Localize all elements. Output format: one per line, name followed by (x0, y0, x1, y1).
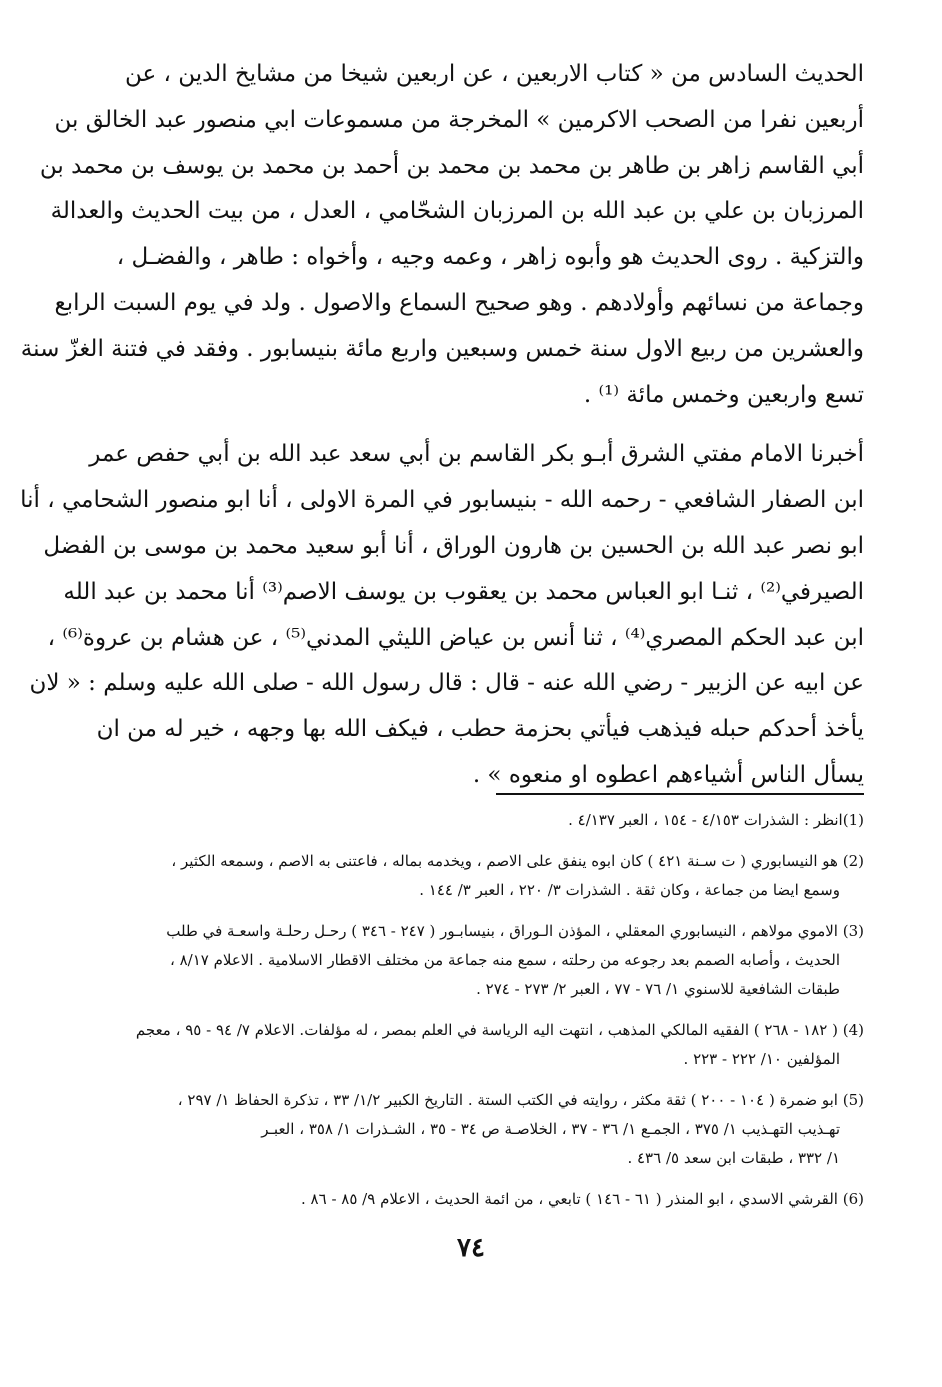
text-line: تسع واربعين وخمس مائة ⁽¹⁾ . (583, 381, 864, 408)
footnote-2 (90, 847, 864, 905)
text-line: ابن عبد الحكم المصري⁽⁴⁾ ، ثنا أنس بن عياض الليثي المدني⁽⁵⁾ ، عن هشام بن عروة⁽⁶⁾ ، (47, 624, 864, 651)
footnote-line: (2) هو النيسابوري ( ت سـنة ٤٢١ ) كان ابوه ينفق على الاصم ، ويخدمه بماله ، فاعتنى به الاصم ، وسمعه الكثير ، (171, 852, 864, 870)
footnote-divider (496, 793, 864, 795)
footnote-line: (4) ( ١٨٢ - ٢٦٨ ) الفقيه المالكي المذهب ، انتهت اليه الرياسة في العلم بمصر ، له مؤلفات. الاعلام ٧/ ٩٤ - ٩٥ ، معجم (135, 1021, 864, 1039)
body-paragraph-2 (20, 432, 864, 798)
text-line: ابن الصفار الشافعي - رحمه الله - بنيسابور في المرة الاولى ، أنا ابو منصور الشحامي ، أنا (20, 487, 864, 514)
text-line: المرزبان بن علي بن عبد الله بن المرزبان الشحّامي ، العدل ، من بيت الحديث والعدالة (50, 198, 864, 225)
footnote-3 (90, 917, 864, 1004)
footnote-5 (90, 1086, 864, 1173)
footnote-line: ١/ ٣٣٢ ، طبقات ابن سعد ٥/ ٤٣٦ . (627, 1149, 840, 1167)
footnotes (90, 806, 864, 1226)
page-number: ٧٤ (457, 1233, 485, 1263)
footnote-line: (6) القرشي الاسدي ، ابو المنذر ( ٦١ - ١٤٦ ) تابعي ، من ائمة الحديث ، الاعلام ٩/ ٨٥ - ٨٦ . (301, 1190, 864, 1208)
text-line: يأخذ أحدكم حبله فيذهب فيأتي بحزمة حطب ، فيكف الله بها وجهه ، خير له من ان (96, 716, 864, 743)
text-line: والتزكية . روى الحديث هو وأبوه زاهر ، وعمه وجيه ، وأخواه : طاهر ، والفضـل ، (116, 244, 864, 271)
footnote-line: (5) ابو ضمرة ( ١٠٤ - ٢٠٠ ) ثقة مكثر ، روايته في الكتب الستة . التاريخ الكبير ١/٢/ ٣٣ ، تذكرة الحفاظ ١/ ٢٩٧ ، (177, 1091, 864, 1109)
footnote-line: الحديث ، وأصابه الصمم بعد رجوعه من رحلته ، سمع منه جماعة من مختلف الاقطار الاسلامية . الاعلام ٨/١٧ ، (170, 951, 840, 969)
text-line: أخبرنا الامام مفتي الشرق أبـو بكر القاسم بن أبي سعد عبد الله بن أبي حفص عمر (89, 441, 864, 468)
body-paragraph-1 (20, 52, 864, 418)
text-line: الصيرفي⁽²⁾ ، ثنـا ابو العباس محمد بن يعقوب بن يوسف الاصم⁽³⁾ أنا محمد بن عبد الله (63, 578, 864, 605)
footnote-line: وسمع ايضا من جماعة ، وكان ثقة . الشذرات ٣/ ٢٢٠ ، العبر ٣/ ١٤٤ . (419, 881, 840, 899)
text-line: ابو نصر عبد الله بن الحسين بن هارون الوراق ، أنا أبو سعيد محمد بن موسى بن الفضل (43, 532, 864, 559)
footnote-line: (1)انظر : الشذرات ٤/١٥٣ - ١٥٤ ، العبر ٤/١٣٧ . (568, 811, 864, 829)
footnote-line: المؤلفين ١٠/ ٢٢٢ - ٢٢٣ . (683, 1050, 840, 1068)
footnote-6 (90, 1185, 864, 1214)
text-line: وجماعة من نسائهم وأولادهم . وهو صحيح السماع والاصول . ولد في يوم السبت الرابع (54, 289, 864, 316)
text-line: أربعين نفرا من الصحب الاكرمين » المخرجة من مسموعات ابي منصور عبد الخالق بن (54, 106, 864, 133)
footnote-line: (3) الاموي مولاهم ، النيسابوري المعقلي ، المؤذن الـوراق ، بنيسابـور ( ٢٤٧ - ٣٤٦ ) رحـل رحلـة واسعـة في طلب (166, 922, 864, 940)
text-line: يسأل الناس أشياءهم اعطوه او منعوه » . (472, 761, 864, 788)
footnote-line: طبقات الشافعية للاسنوي ١/ ٧٦ - ٧٧ ، العبر ٢/ ٢٧٣ - ٢٧٤ . (476, 980, 840, 998)
footnote-1 (90, 806, 864, 835)
footnote-4 (90, 1016, 864, 1074)
text-line: الحديث السادس من « كتاب الاربعين ، عن اربعين شيخا من مشايخ الدين ، عن (124, 61, 864, 87)
text-line: والعشرين من ربيع الاول سنة خمس وسبعين واربع مائة بنيسابور . وفقد في فتنة الغزّ سنة (20, 335, 864, 362)
text-line: عن ابيه عن الزبير - رضي الله عنه - قال : قال رسول الله - صلى الله عليه وسلم : « لان (29, 670, 864, 697)
footnote-line: تهـذيب التهـذيب ١/ ٣٧٥ ، الجمـع ١/ ٣٦ - ٣٧ ، الخلاصـة ص ٣٤ - ٣٥ ، الشـذرات ١/ ٣٥٨ ، العبـر (261, 1120, 840, 1138)
text-line: أبي القاسم زاهر بن طاهر بن محمد بن محمد بن أحمد بن محمد بن يوسف بن محمد بن (39, 152, 864, 179)
